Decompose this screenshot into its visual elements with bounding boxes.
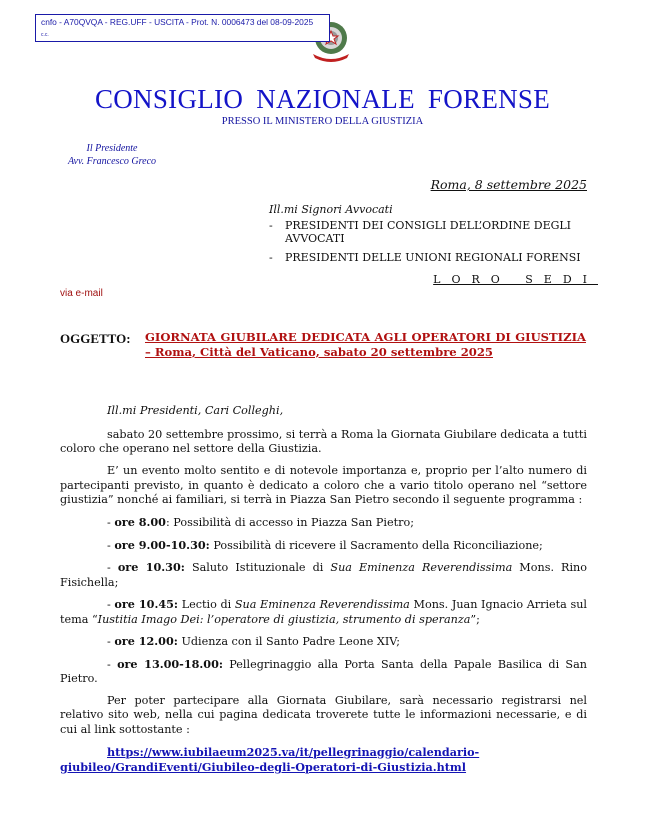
organization-subtitle: PRESSO IL MINISTERO DELLA GIUSTIZIA (221, 116, 424, 127)
president-role: Il Presidente (86, 143, 138, 154)
program-time: ore 8.00 (114, 515, 166, 529)
subject-text: GIORNATA GIUBILARE DEDICATA AGLI OPERATORI DI GIUSTIZIA – Roma, Città del Vaticano, sabato 20 settembre 2025 (145, 330, 586, 359)
letter-body (60, 404, 587, 783)
president-signature-block (52, 142, 172, 168)
salutation: Ill.mi Presidenti, Cari Colleghi, (107, 404, 284, 417)
protocol-number: cnfo - A70QVQA - REG.UFF - USCITA - Prot. N. 0006473 del 08-09-2025 (41, 17, 314, 27)
delivery-method: via e-mail (60, 288, 103, 299)
registration-link[interactable]: https://www.iubilaeum2025.va/it/pellegrinaggio/calendario-giubileo/GrandiEventi/Giubileo-degli-Operatori-di-Giustizia.html (60, 744, 480, 774)
recipient-item: - PRESIDENTI DELLE UNIONI REGIONALI FORENSI (269, 251, 581, 264)
recipients-heading: Ill.mi Signori Avvocati (269, 203, 393, 216)
president-name: Avv. Francesco Greco (67, 156, 157, 167)
protocol-stamp (35, 14, 330, 42)
registration-link-paragraph (60, 745, 587, 776)
recipients-list (269, 219, 587, 270)
program-time: ore 12.00: (114, 634, 178, 648)
program-item: - ore 10.30: Saluto Istituzionale di Sua Eminenza Reverendissima Mons. Rino Fisichella; (60, 560, 587, 589)
program-item: - ore 10.45: Lectio di Sua Eminenza Reverendissima Mons. Juan Ignacio Arrieta sul tema “Iustitia Imago Dei: l’operatore di giustizia, strumento di speranza”; (60, 597, 588, 626)
program-item: - ore 13.00-18.00: Pellegrinaggio alla Porta Santa della Papale Basilica di San Pietro. (60, 656, 587, 685)
recipient-item: - PRESIDENTI DEI CONSIGLI DELL’ORDINE DEGLI AVVOCATI (269, 219, 572, 245)
subject-label: OGGETTO: (60, 331, 131, 346)
program-item: - ore 8.00: Possibilità di accesso in Piazza San Pietro; (107, 515, 414, 529)
body-paragraph: E’ un evento molto sentito e di notevole importanza e, proprio per l’alto numero di partecipanti previsto, in quanto è dedicato a coloro che a vario titolo operano nel “settore giustizia” nonché ai familiari, si terrà in Piazza San Pietro secondo il seguente programma : (60, 464, 587, 506)
program-item: - ore 9.00-10.30: Possibilità di ricevere il Sacramento della Riconciliazione; (107, 537, 543, 552)
body-paragraph: sabato 20 settembre prossimo, si terrà a Roma la Giornata Giubilare dedicata a tutti coloro che operano nel settore della Giustizia. (60, 427, 587, 455)
program-time: ore 13.00-18.00: (117, 656, 223, 671)
program-time: ore 10.30: (117, 560, 185, 574)
program-time: ore 10.45: (114, 597, 179, 611)
program-list (60, 515, 587, 687)
program-time: ore 9.00-10.30: (114, 537, 210, 552)
loro-sedi: LORO SEDI (433, 273, 598, 286)
protocol-cc: c.c. (41, 32, 49, 38)
letter-date: Roma, 8 settembre 2025 (430, 177, 587, 192)
organization-title: CONSIGLIO NAZIONALE FORENSE (94, 84, 551, 114)
registration-paragraph: Per poter partecipare alla Giornata Giubilare, sarà necessario registrarsi nel relativo sito web, nella cui pagina dedicata troverete tutte le informazioni necessarie, e di cui al link sottostante : (60, 693, 587, 736)
program-item: - ore 12.00: Udienza con il Santo Padre Leone XIV; (107, 634, 401, 648)
